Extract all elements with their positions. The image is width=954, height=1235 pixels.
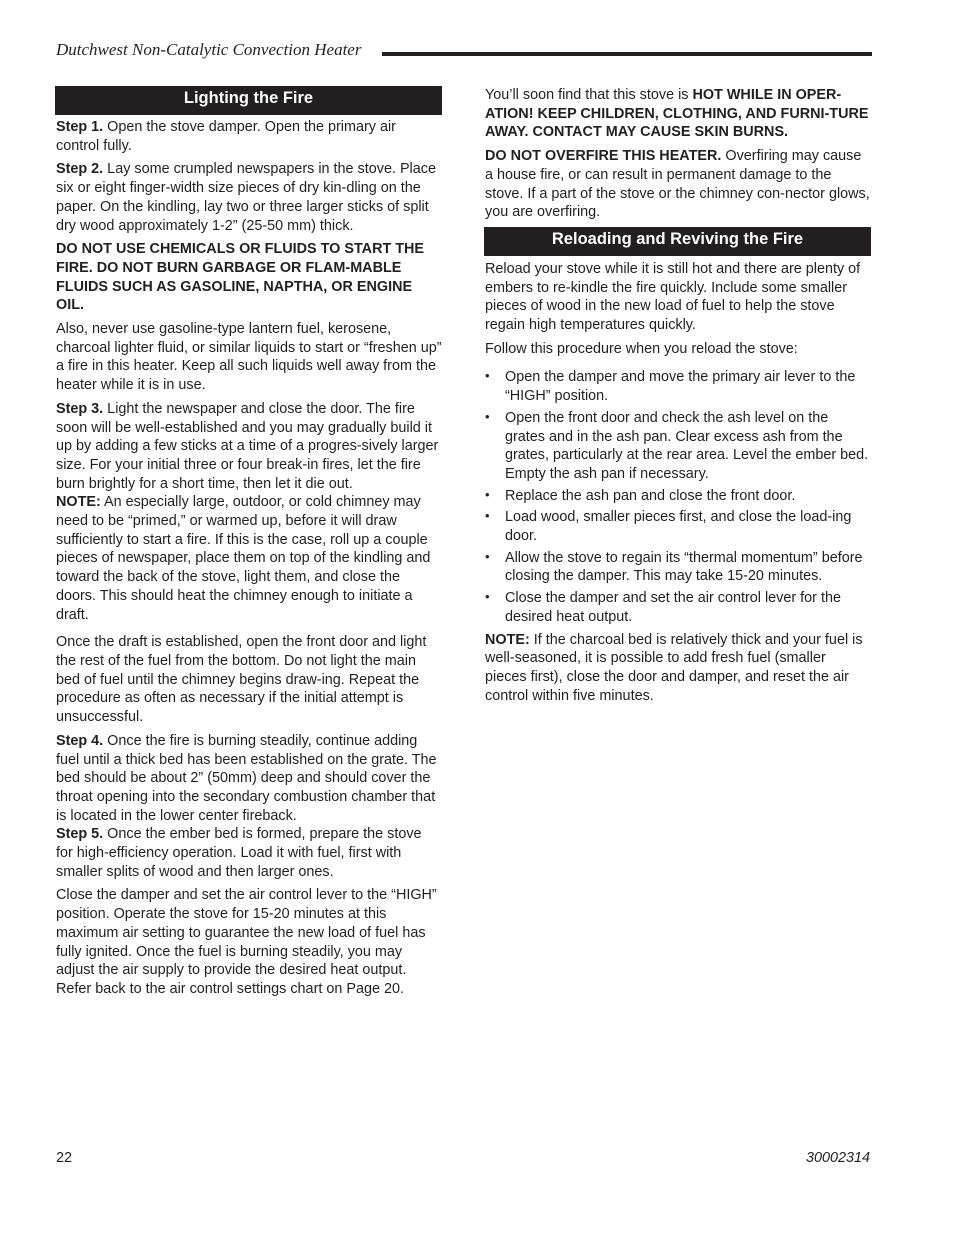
overfire-label: DO NOT OVERFIRE THIS HEATER.	[485, 148, 722, 165]
page-number: 22	[56, 1150, 73, 1166]
left-column	[56, 86, 442, 1004]
draft-paragraph: Once the draft is established, open the front door and light the rest of the fuel from the bottom. Do not light the main bed of fuel until the chimney begins draw-ing. Repeat the procedure as often as necessary if the initial attempt is unsuccessful.	[56, 634, 427, 726]
page-header	[56, 38, 872, 62]
chimney-note-text: An especially large, outdoor, or cold chimney may need to be “primed,” or warmed up, before it will draw sufficiently to start a fire. If this is the case, roll up a couple pieces of newspaper, place them on top of the kindling and toward the back of the stove, light them, and close the doors. This should heat the chimney enough to initiate a draft.	[56, 494, 431, 623]
charcoal-note-label: NOTE:	[485, 631, 530, 648]
damper-paragraph: Close the damper and set the air control lever to the “HIGH” position. Operate the stove for 15-20 minutes at this maximum air setting to guarantee the new load of fuel has fully ignited. Once the fuel is burning steadily, you may adjust the air supply to provide the desired heat output. Refer back to the air control settings chart on Page 20.	[56, 887, 437, 997]
step-3	[56, 400, 442, 494]
list-item	[485, 508, 871, 545]
liquids-paragraph: Also, never use gasoline-type lantern fuel, kerosene, charcoal lighter fluid, or similar liquids to start or “freshen up” a fire in this heater. Keep all such liquids well away from the heater while it is in use.	[56, 321, 442, 394]
hot-warning	[485, 86, 871, 142]
step-5-label: Step 5.	[56, 826, 104, 843]
hot-warning-bold: HOT WHILE IN OPER-ATION! KEEP CHILDREN, CLOTHING, AND FURNI-TURE AWAY. CONTACT MAY CAUSE SKIN BURNS.	[485, 87, 869, 141]
chimney-note	[56, 493, 442, 624]
step-3-label: Step 3.	[56, 400, 104, 417]
hot-warning-intro: You’ll soon find that this stove is	[485, 87, 693, 103]
step-4-label: Step 4.	[56, 732, 104, 749]
bullet-icon: •	[485, 368, 490, 384]
step-5-text: Once the ember bed is formed, prepare the stove for high-efficiency operation. Load it with fuel, first with smaller splits of wood and then larger ones.	[56, 826, 422, 880]
chimney-note-label: NOTE:	[56, 494, 101, 511]
bullet-icon: •	[485, 508, 490, 524]
reload-paragraph: Reload your stove while it is still hot and there are plenty of embers to re-kindle the fire quickly. Include some smaller pieces of wood in the new load of fuel to help the stove regain high temperatures quickly.	[485, 260, 861, 334]
step-2-text: Lay some crumpled newspapers in the stove. Place six or eight finger-width size pieces of dry kin-dling on the paper. On the kindling, lay two or three larger sticks of split dry wood approximately 1-2” (25-50 mm) thick.	[56, 161, 436, 234]
bullet-icon: •	[485, 589, 490, 605]
reload-procedure-list	[485, 368, 871, 626]
list-item-text: Replace the ash pan and close the front door.	[505, 487, 796, 504]
list-item-text: Open the front door and check the ash level on the grates and in the ash pan. Clear excess ash from the grates, particularly at the rear area. Level the ember bed. Empty the ash pan if necessary.	[505, 409, 869, 482]
section-heading-lighting: Lighting the Fire	[55, 86, 442, 115]
overfire-text: Overfiring may cause a house fire, or can result in permanent damage to the stove. If a part of the stove or the chimney con-nector glows, you are overfiring.	[485, 148, 870, 221]
document-number: 30002314	[805, 1150, 870, 1166]
procedure-intro: Follow this procedure when you reload the stove:	[485, 340, 798, 357]
step-2-label: Step 2.	[56, 161, 104, 178]
header-rule	[382, 52, 872, 56]
step-5	[56, 825, 442, 881]
list-item	[485, 487, 871, 506]
list-item	[485, 409, 871, 484]
charcoal-note	[485, 631, 871, 706]
list-item-text: Open the damper and move the primary air lever to the “HIGH” position.	[505, 369, 856, 405]
list-item	[485, 589, 871, 626]
step-1-label: Step 1.	[56, 119, 104, 135]
right-column	[485, 86, 871, 710]
list-item	[485, 368, 871, 405]
bullet-icon: •	[485, 486, 490, 502]
list-item-text: Close the damper and set the air control lever for the desired heat output.	[505, 590, 841, 625]
step-4-text: Once the fire is burning steadily, continue adding fuel until a thick bed has been established on the grate. The bed should be about 2” (50mm) deep and should cover the throat opening into the secondary combustion chamber that is located in the lower center fireback.	[56, 732, 437, 824]
step-1	[56, 118, 442, 155]
step-2	[56, 160, 442, 235]
bullet-icon: •	[485, 548, 490, 564]
header-title: Dutchwest Non-Catalytic Convection Heater	[56, 40, 362, 59]
list-item-text: Load wood, smaller pieces first, and close the load-ing door.	[505, 509, 852, 545]
charcoal-note-text: If the charcoal bed is relatively thick and your fuel is well-seasoned, it is possible to add fresh fuel (smaller pieces first), close the door and damper, and reset the air control within five minutes.	[485, 631, 863, 704]
step-3-text: Light the newspaper and close the door. The fire soon will be well-established and you may gradually build it up by adding a few sticks at a time of a progres-sively larger size. For your initial three or four break-in fires, let the fire burn brightly for a short time, then let it die out.	[56, 400, 439, 492]
list-item	[485, 549, 871, 586]
bullet-icon: •	[485, 408, 490, 424]
step-4	[56, 732, 442, 826]
step-1-text: Open the stove damper. Open the primary air control fully.	[56, 119, 396, 154]
chemicals-warning: DO NOT USE CHEMICALS OR FLUIDS TO START THE FIRE. DO NOT BURN GARBAGE OR FLAM-MABLE FLUIDS SUCH AS GASOLINE, NAPTHA, OR ENGINE OIL.	[56, 241, 425, 314]
overfire-warning	[485, 147, 871, 222]
section-heading-reloading: Reloading and Reviving the Fire	[484, 227, 871, 256]
list-item-text: Allow the stove to regain its “thermal momentum” before closing the damper. This may take 15-20 minutes.	[505, 549, 863, 585]
